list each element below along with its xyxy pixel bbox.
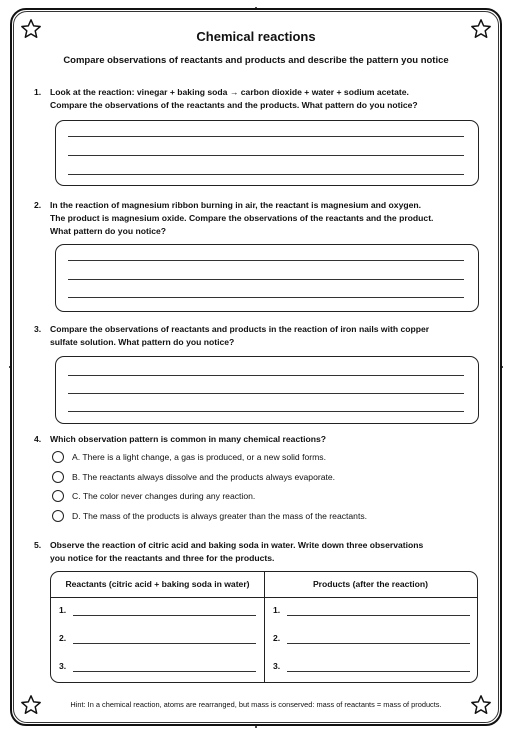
radio-circle[interactable] (52, 451, 64, 463)
observation-table (50, 571, 478, 683)
row-number: 2. (273, 633, 281, 643)
question-3 (34, 323, 474, 351)
reactants-row[interactable] (59, 605, 259, 615)
option-label: D. The mass of the products is always greater than the mass of the reactants. (72, 511, 368, 521)
question-text-line: The product is magnesium oxide. Compare the observations of the reactants and the product. (50, 213, 434, 223)
question-1 (34, 86, 474, 114)
question-text-line: Compare the observations of the reactants and the products. What pattern do you notice? (50, 100, 418, 110)
answer-line (68, 297, 464, 298)
hint-text: Hint: In a chemical reaction, atoms are rearranged, but mass is conserved: mass of reactants = mass of products. (70, 700, 442, 709)
question-text-line: In the reaction of magnesium ribbon burning in air, the reactant is magnesium and oxygen. (50, 200, 422, 210)
answer-box-1[interactable] (55, 120, 479, 186)
answer-line (68, 155, 464, 156)
row-number: 1. (273, 605, 281, 615)
answer-line (287, 643, 470, 644)
question-text-line: What pattern do you notice? (50, 226, 167, 236)
border-dot (9, 366, 11, 368)
border-dot (255, 7, 257, 9)
question-text-line: you notice for the reactants and three for the products. (50, 553, 275, 563)
question-text-line: Which observation pattern is common in many chemical reactions? (50, 434, 327, 444)
question-5 (34, 539, 474, 567)
answer-line (68, 393, 464, 394)
option-label: B. The reactants always dissolve and the products always evaporate. (72, 472, 336, 482)
row-number: 3. (59, 661, 67, 671)
answer-line (68, 279, 464, 280)
reactants-header: Reactants (citric acid + baking soda in water) (65, 579, 250, 589)
page-title: Chemical reactions (196, 29, 316, 44)
answer-line (287, 615, 470, 616)
question-text-line: sulfate solution. What pattern do you notice? (50, 337, 235, 347)
option-label: C. The color never changes during any reaction. (72, 491, 256, 501)
page-subtitle: Compare observations of reactants and products and describe the pattern you notice (63, 55, 449, 66)
row-number: 1. (59, 605, 67, 615)
answer-box-2[interactable] (55, 244, 479, 312)
answer-box-3[interactable] (55, 356, 479, 424)
answer-line (68, 375, 464, 376)
border-dot (255, 726, 257, 728)
border-dot (501, 366, 503, 368)
question-4 (34, 433, 474, 447)
question-text-line: Look at the reaction: vinegar + baking soda → carbon dioxide + water + sodium acetate. (50, 87, 409, 97)
answer-line (73, 671, 256, 672)
products-row[interactable] (273, 633, 473, 643)
radio-circle[interactable] (52, 490, 64, 502)
question-number: 1. (34, 87, 42, 97)
question-number: 5. (34, 540, 42, 550)
row-number: 2. (59, 633, 67, 643)
answer-line (68, 411, 464, 412)
option-label: A. There is a light change, a gas is produced, or a new solid forms. (72, 452, 326, 462)
products-row[interactable] (273, 605, 473, 615)
question-2 (34, 199, 474, 239)
radio-circle[interactable] (52, 510, 64, 522)
products-row[interactable] (273, 661, 473, 671)
question-number: 4. (34, 434, 42, 444)
row-number: 3. (273, 661, 281, 671)
answer-line (73, 615, 256, 616)
question-text-line: Observe the reaction of citric acid and baking soda in water. Write down three observations (50, 540, 424, 550)
question-number: 3. (34, 324, 42, 334)
answer-line (287, 671, 470, 672)
products-header: Products (after the reaction) (312, 579, 429, 589)
answer-line (68, 260, 464, 261)
answer-line (68, 174, 464, 175)
radio-circle[interactable] (52, 471, 64, 483)
question-text-line: Compare the observations of reactants and products in the reaction of iron nails with copper (50, 324, 430, 334)
question-number: 2. (34, 200, 42, 210)
reactants-row[interactable] (59, 633, 259, 643)
answer-line (73, 643, 256, 644)
reactants-row[interactable] (59, 661, 259, 671)
answer-line (68, 136, 464, 137)
